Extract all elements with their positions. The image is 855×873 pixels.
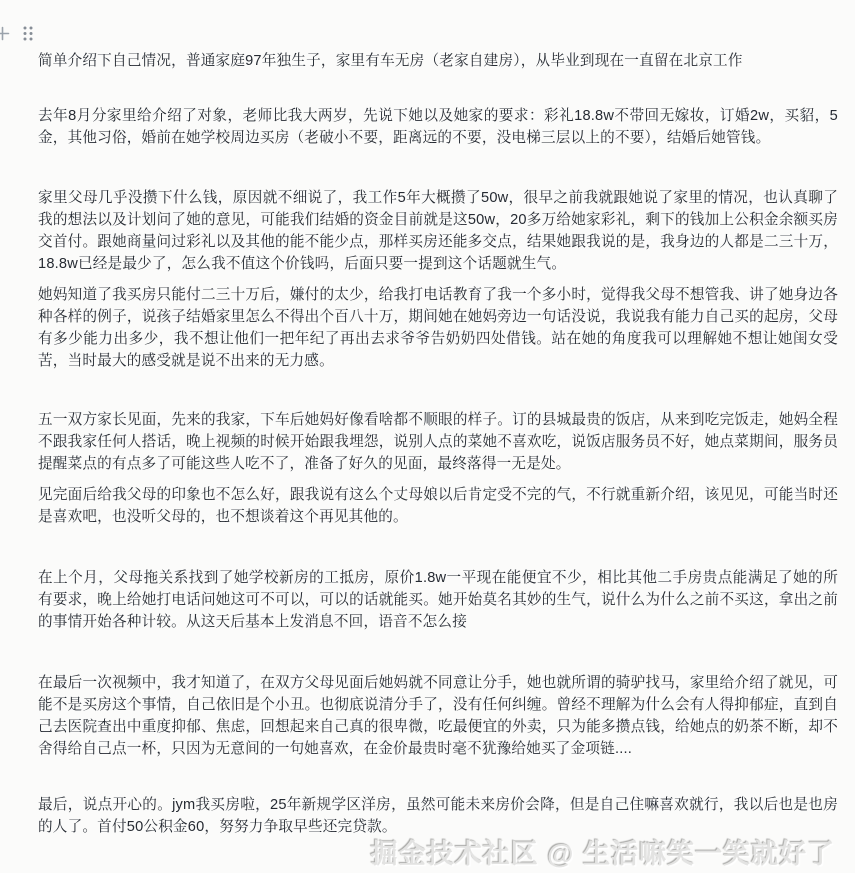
block-controls: [0, 0, 40, 50]
paragraph-meeting[interactable]: 五一双方家长见面，先来的我家，下车后她妈好像看啥都不顺眼的样子。订的县城最贵的饭店，从来到吃完饭走，她妈全程不跟我家任何人搭话，晚上视频的时候开始跟我埋怨，说别人点的菜她不喜欢吃，说饭店服务员不好，她点菜期间，服务员提醒菜点的有点多了可能这些人吃不了，准备了好久的见面，最终落得一无是处。: [38, 412, 838, 472]
paragraph-mother-call[interactable]: 她妈知道了我买房只能付二三十万后，嫌付的太少，给我打电话教育了我一个多小时，觉得我父母不想管我、讲了她身边各种各样的例子，说孩子结婚家里怎么不得出个百八十万，期间她在她妈旁边一句话没说，我说我有能力自己买的起房，父母有多少能力出多少，我不想让他们一把年纪了再出去求爷爷告奶奶四处借钱。站在她的角度我可以理解她不想让她闺女受苦，当时最大的感受就是说不出来的无力感。: [38, 287, 838, 369]
paragraph-breakup[interactable]: 在最后一次视频中，我才知道了，在双方父母见面后她妈就不同意让分手，她也就所谓的骑驴找马，家里给介绍了就见，可能不是买房这个事情，自己依旧是个小丑。也彻底说清分手了，没有任何纠缠。曾经不理解为什么会有人得抑郁症，直到自己去医院查出中重度抑郁、焦虑，回想起来自己真的很卑微，吃最便宜的外卖，只为能多攒点钱，给她点的奶茶不断，却不舍得给自己点一杯，只因为无意间的一句她喜欢，在金价最贵时毫不犹豫给她买了金项链....: [38, 675, 838, 757]
drag-handle-dots-icon[interactable]: [23, 26, 33, 41]
plus-icon[interactable]: [0, 26, 10, 41]
paragraph-savings[interactable]: 家里父母几乎没攒下什么钱，原因就不细说了，我工作5年大概攒了50w，很早之前我就跟她说了家里的情况，也认真聊了我的想法以及计划问了她的意见，可能我们结婚的资金目前就是这50w，20多万给她家彩礼，剩下的钱加上公积金余额买房交首付。跟她商量问过彩礼以及其他的能不能少点，那样买房还能多交点，结果她跟我说的是，我身边的人都是二三十万，18.8w已经是最少了，怎么我不值这个价钱吗，后面只要一提到这个话题就生气。: [38, 190, 838, 272]
paragraph-requirements[interactable]: 去年8月分家里给介绍了对象，老师比我大两岁，先说下她以及她家的要求：彩礼18.8w不带回无嫁妆，订婚2w，买貂，5金，其他习俗，婚前在她学校周边买房（老破小不要，距离远的不要，没电梯三层以上的不要），结婚后她管钱。: [38, 108, 838, 146]
paragraph-intro[interactable]: 简单介绍下自己情况，普通家庭97年独生子，家里有车无房（老家自建房），从毕业到现在一直留在北京工作: [38, 53, 743, 69]
paragraph-parents-opinion[interactable]: 见完面后给我父母的印象也不怎么好，跟我说有这么个丈母娘以后肯定受不完的气，不行就重新介绍，该见见，可能当时还是喜欢吧，也没听父母的，也不想谈着这个再见其他的。: [38, 487, 838, 525]
paragraph-ending[interactable]: 最后，说点开心的。jym我买房啦，25年新规学区洋房，虽然可能未来房价会降，但是自己住嘛喜欢就行，我以后也是也房的人了。首付50公积金60，努努力争取早些还完贷款。: [38, 797, 838, 835]
watermark: 掘金技术社区 @ 生活嘛笑一笑就好了: [370, 839, 835, 869]
document-body: [38, 50, 838, 838]
paragraph-house-offer[interactable]: 在上个月，父母拖关系找到了她学校新房的工抵房，原价1.8w一平现在能便宜不少，相比其他二手房贵点能满足了她的所有要求，晚上给她打电话问她这可不可以，可以的话就能买。她开始莫名其妙的生气，说什么为什么之前不买这，拿出之前的事情开始各种计较。从这天后基本上发消息不回，语音不怎么接: [38, 570, 838, 630]
